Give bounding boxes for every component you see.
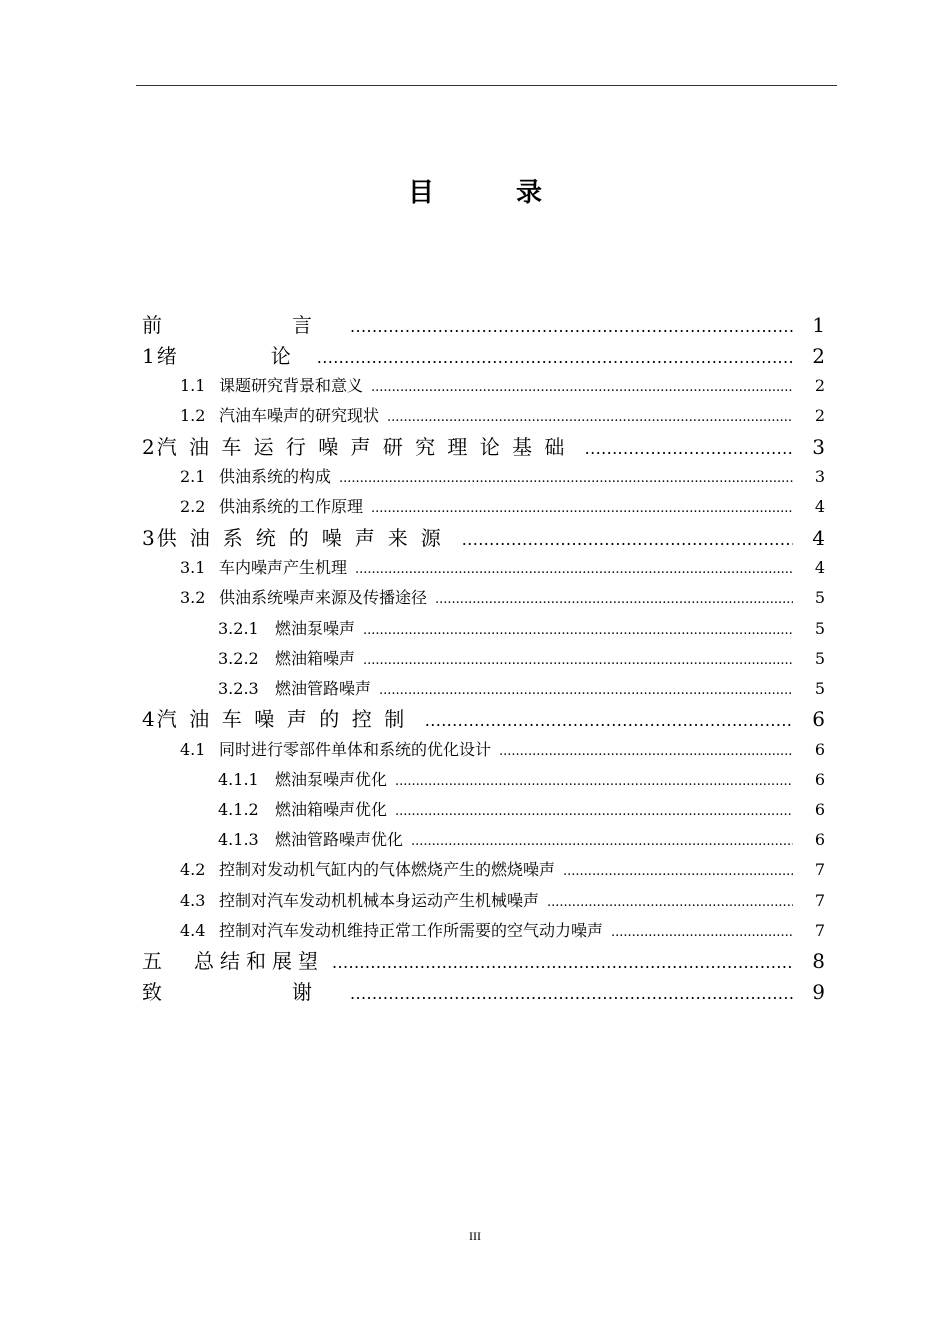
toc-entry-page: 6 — [814, 769, 825, 789]
toc-entry-page: 5 — [814, 648, 825, 668]
toc-entry-title: 汽油车噪声的控制 — [156, 707, 417, 732]
toc-entry[interactable] — [142, 614, 825, 644]
toc-leader-dots — [332, 946, 793, 979]
toc-entry-page: 2 — [814, 376, 825, 396]
toc-leader-dots — [350, 310, 793, 343]
toc-entry-page: 3 — [814, 467, 825, 487]
toc-entry[interactable] — [142, 946, 825, 977]
toc-entry-number: 1.1 — [180, 376, 206, 396]
toc-entry-page: 7 — [814, 920, 825, 940]
toc-entry-title: 控制对发动机气缸内的气体燃烧产生的燃烧噪声 — [219, 860, 556, 880]
toc-entry-title: 控制对汽车发动机机械本身运动产生机械噪声 — [219, 890, 540, 910]
toc-entry[interactable] — [142, 462, 825, 492]
toc-entry-number: 4.2 — [180, 860, 206, 880]
toc-leader-dots — [411, 825, 793, 857]
toc-entry[interactable] — [142, 371, 825, 401]
toc-entry-page: 9 — [812, 979, 825, 1004]
toc-leader-dots — [350, 977, 793, 1010]
toc-entry-page: 6 — [814, 739, 825, 759]
toc-entry-page: 6 — [814, 800, 825, 820]
toc-entry-page: 2 — [812, 343, 825, 368]
header-rule — [136, 85, 837, 86]
toc-entry-title: 绪 论 — [156, 343, 309, 368]
toc-entry[interactable] — [142, 341, 825, 372]
toc-entry-number: 2 — [142, 434, 155, 459]
toc-entry-title: 汽油车噪声的研究现状 — [219, 406, 380, 426]
toc-entry[interactable] — [142, 401, 825, 431]
toc-entry[interactable] — [142, 644, 825, 674]
toc-entry-number: 3.2 — [180, 588, 206, 608]
toc-leader-dots — [339, 462, 793, 494]
toc-entry-page: 2 — [814, 406, 825, 426]
toc-entry-page: 5 — [814, 618, 825, 638]
toc-leader-dots — [379, 674, 793, 706]
toc-entry[interactable] — [142, 310, 825, 341]
toc-entry-title: 五 总结和展望 — [142, 948, 324, 973]
page-footer-number: III — [469, 1229, 481, 1243]
toc-entry[interactable] — [142, 432, 825, 463]
toc-entry-number: 4.4 — [180, 920, 206, 940]
toc-entry-number: 4.1.1 — [218, 769, 259, 789]
toc-entry[interactable] — [142, 855, 825, 885]
toc-entry-title: 燃油箱噪声优化 — [275, 800, 388, 820]
toc-leader-dots — [585, 432, 793, 465]
toc-leader-dots — [499, 735, 793, 767]
toc-entry[interactable] — [142, 825, 825, 855]
toc-entry[interactable] — [142, 674, 825, 704]
toc-leader-dots — [435, 583, 793, 615]
table-of-contents — [142, 310, 825, 1007]
toc-entry-number: 4.3 — [180, 890, 206, 910]
toc-entry-title: 车内噪声产生机理 — [219, 558, 348, 578]
toc-entry-page: 5 — [814, 588, 825, 608]
toc-entry-title: 燃油管路噪声 — [275, 678, 372, 698]
toc-entry-title: 同时进行零部件单体和系统的优化设计 — [219, 739, 492, 759]
toc-entry-number: 3.2.2 — [218, 648, 259, 668]
toc-entry[interactable] — [142, 704, 825, 735]
toc-entry-title: 汽油车运行噪声研究理论基础 — [156, 434, 577, 459]
toc-entry-title: 供油系统的工作原理 — [219, 497, 364, 517]
toc-entry-number: 4 — [142, 707, 155, 732]
toc-leader-dots — [363, 614, 793, 646]
toc-entry[interactable] — [142, 795, 825, 825]
toc-entry-title: 前 言 — [142, 313, 342, 337]
toc-entry-page: 7 — [814, 890, 825, 910]
toc-entry-title: 致 谢 — [142, 979, 342, 1004]
toc-entry-page: 7 — [814, 860, 825, 880]
toc-entry-page: 4 — [812, 525, 825, 550]
toc-entry-title: 控制对汽车发动机维持正常工作所需要的空气动力噪声 — [219, 920, 604, 940]
toc-entry[interactable] — [142, 765, 825, 795]
toc-leader-dots — [395, 795, 793, 827]
toc-entry[interactable] — [142, 492, 825, 522]
toc-entry-title: 供油系统噪声来源及传播途径 — [219, 588, 428, 608]
toc-entry-page: 8 — [812, 948, 825, 973]
toc-entry-number: 2.1 — [180, 467, 206, 487]
toc-entry-page: 3 — [812, 434, 825, 459]
toc-entry-number: 1.2 — [180, 406, 206, 426]
toc-leader-dots — [317, 341, 793, 374]
toc-entry[interactable] — [142, 886, 825, 916]
toc-entry-number: 4.1.3 — [218, 830, 259, 850]
toc-entry-number: 3.2.1 — [218, 618, 259, 638]
toc-leader-dots — [395, 765, 793, 797]
toc-entry-title: 供油系统的噪声来源 — [156, 525, 454, 550]
toc-entry-page: 6 — [814, 830, 825, 850]
toc-entry-page: 5 — [814, 678, 825, 698]
page-title — [0, 172, 950, 209]
toc-leader-dots — [547, 886, 793, 918]
title-char-1: 目 — [407, 178, 434, 208]
toc-entry-title: 课题研究背景和意义 — [219, 376, 364, 396]
toc-entry-number: 2.2 — [180, 497, 206, 517]
toc-leader-dots — [371, 371, 793, 403]
toc-leader-dots — [462, 523, 793, 556]
toc-entry-title: 燃油泵噪声 — [275, 618, 356, 638]
toc-leader-dots — [355, 553, 793, 585]
title-char-2: 录 — [516, 178, 543, 208]
toc-entry-title: 燃油箱噪声 — [275, 648, 356, 668]
toc-entry-number: 3 — [142, 525, 155, 550]
toc-entry[interactable] — [142, 977, 825, 1008]
toc-entry-page: 1 — [812, 313, 825, 337]
toc-entry[interactable] — [142, 583, 825, 613]
toc-leader-dots — [425, 704, 793, 737]
toc-leader-dots — [363, 644, 793, 676]
toc-entry-number: 3.2.3 — [218, 678, 259, 698]
toc-leader-dots — [611, 916, 793, 948]
toc-leader-dots — [387, 401, 793, 433]
toc-entry-number: 3.1 — [180, 558, 206, 578]
toc-entry-number: 1 — [142, 343, 155, 368]
toc-entry-title: 燃油管路噪声优化 — [275, 830, 404, 850]
toc-entry-number: 4.1 — [180, 739, 206, 759]
toc-leader-dots — [563, 855, 793, 887]
toc-entry-page: 4 — [814, 497, 825, 517]
toc-entry-number: 4.1.2 — [218, 800, 259, 820]
toc-entry[interactable] — [142, 553, 825, 583]
toc-entry[interactable] — [142, 735, 825, 765]
toc-entry[interactable] — [142, 523, 825, 554]
toc-leader-dots — [371, 492, 793, 524]
toc-entry-page: 4 — [814, 558, 825, 578]
toc-entry-page: 6 — [812, 707, 825, 732]
toc-entry-title: 供油系统的构成 — [219, 467, 332, 487]
toc-entry-title: 燃油泵噪声优化 — [275, 769, 388, 789]
toc-entry[interactable] — [142, 916, 825, 946]
